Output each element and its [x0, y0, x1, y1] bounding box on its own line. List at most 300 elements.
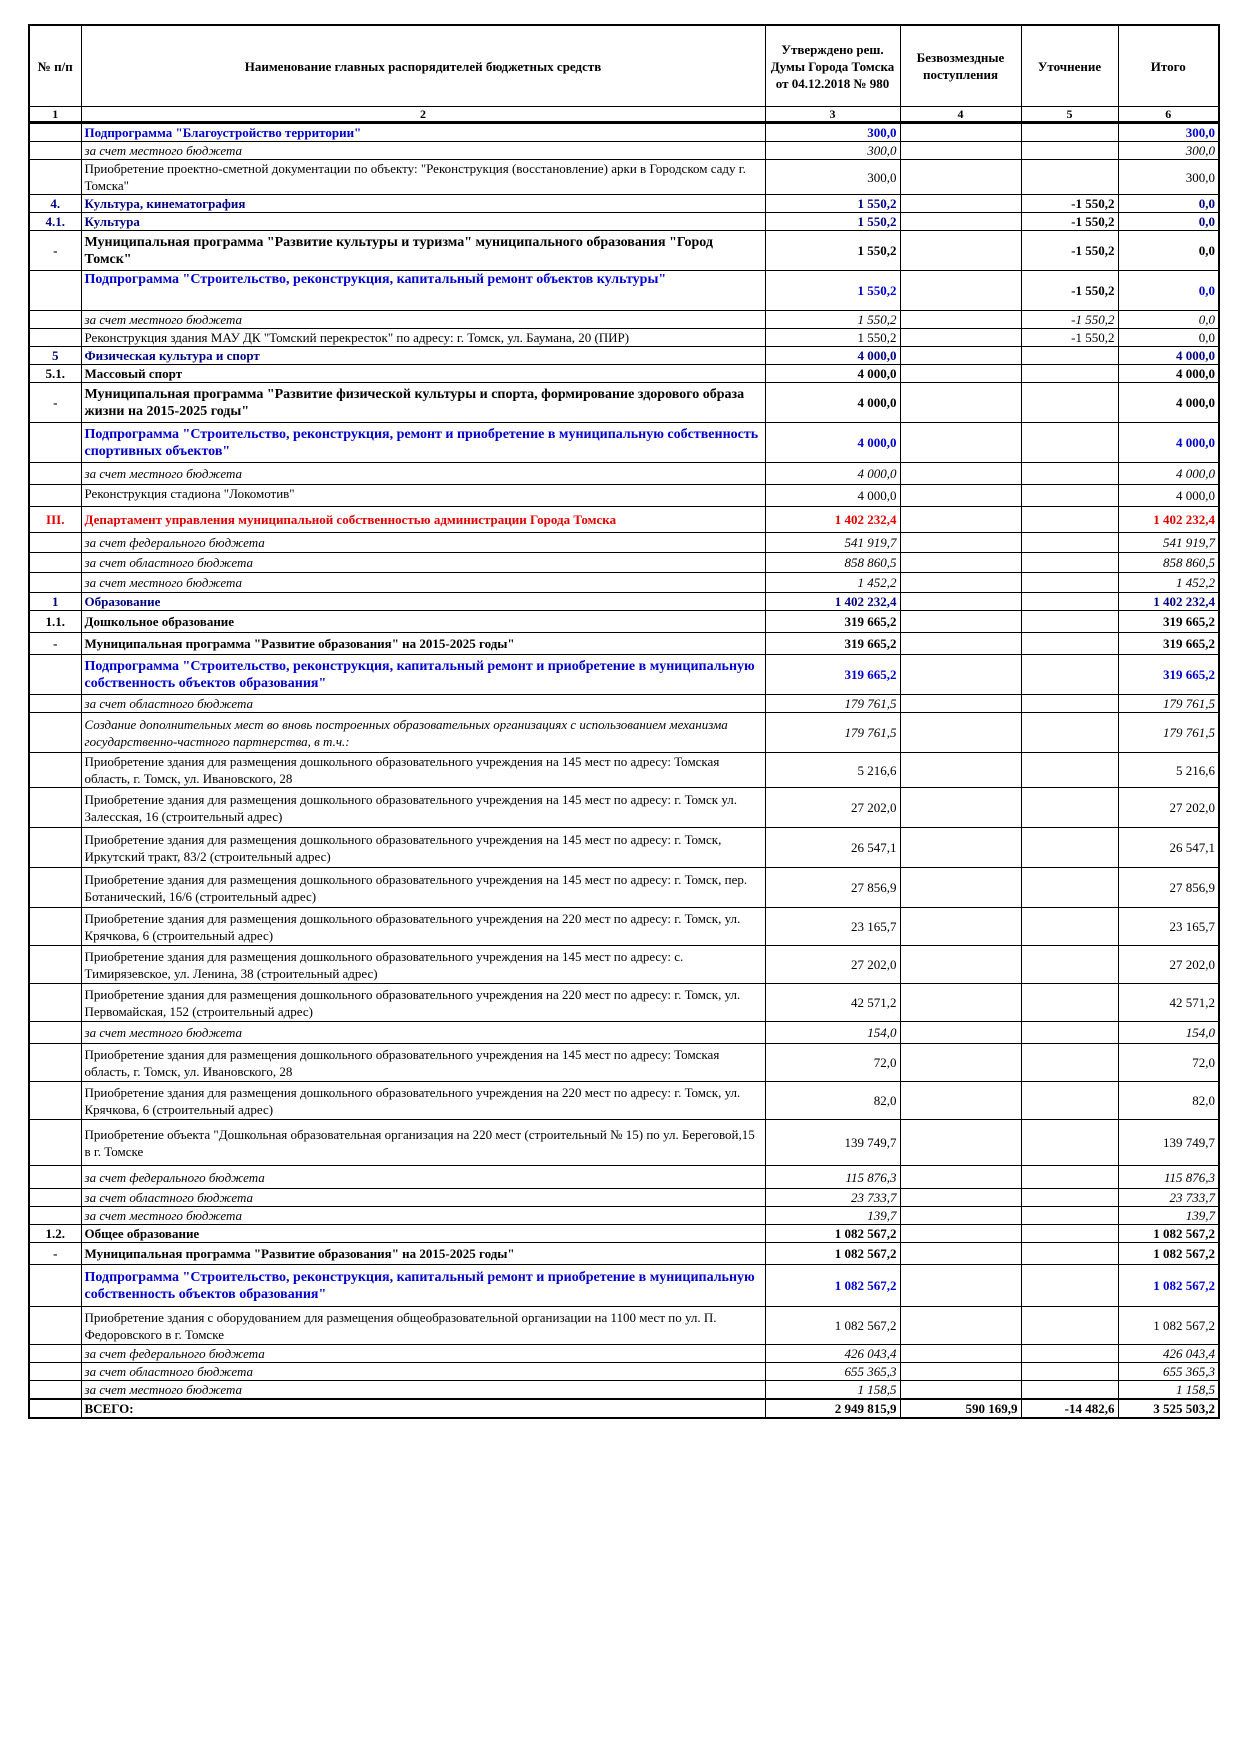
table-row [29, 533, 1219, 553]
row-name: Создание дополнительных мест во вновь построенных образовательных организациях с использованием механизма государственно-частного партнерства, в т.ч.: [81, 713, 765, 753]
row-grants [900, 868, 1021, 908]
row-adjustment [1021, 713, 1118, 753]
row-grants [900, 908, 1021, 946]
row-approved: 4 000,0 [765, 423, 900, 463]
row-approved: 4 000,0 [765, 365, 900, 383]
row-number [29, 1363, 81, 1381]
row-name: за счет местного бюджета [81, 311, 765, 329]
row-name: Приобретение здания для размещения дошкольного образовательного учреждения на 145 мест по адресу: с. Тимирязевское, ул. Ленина, 38 (строительный адрес) [81, 946, 765, 984]
row-adjustment [1021, 573, 1118, 593]
row-name: за счет местного бюджета [81, 1207, 765, 1225]
row-adjustment [1021, 123, 1118, 142]
row-name: Приобретение здания для размещения дошкольного образовательного учреждения на 220 мест по адресу: г. Томск, ул. Крячкова, 6 (строительный адрес) [81, 1082, 765, 1120]
row-adjustment [1021, 633, 1118, 655]
table-row [29, 329, 1219, 347]
row-name: Приобретение объекта "Дошкольная образовательная организация на 220 мест (строительный № 15) по ул. Береговой,15 в г. Томске [81, 1120, 765, 1166]
row-adjustment [1021, 788, 1118, 828]
row-adjustment [1021, 868, 1118, 908]
row-grants [900, 553, 1021, 573]
row-name: за счет областного бюджета [81, 553, 765, 573]
table-row [29, 463, 1219, 485]
row-approved: 42 571,2 [765, 984, 900, 1022]
row-grants [900, 1082, 1021, 1120]
table-row [29, 1307, 1219, 1345]
row-approved: 300,0 [765, 160, 900, 195]
row-approved: 319 665,2 [765, 611, 900, 633]
header-adjustment: Уточнение [1021, 25, 1118, 107]
row-approved: 4 000,0 [765, 463, 900, 485]
row-approved: 27 202,0 [765, 946, 900, 984]
header-colnum-5: 5 [1021, 107, 1118, 123]
row-approved: 139 749,7 [765, 1120, 900, 1166]
row-approved: 26 547,1 [765, 828, 900, 868]
table-row [29, 365, 1219, 383]
row-approved: 655 365,3 [765, 1363, 900, 1381]
row-name: Реконструкция здания МАУ ДК "Томский перекресток" по адресу: г. Томск, ул. Баумана, 20 (ПИР) [81, 329, 765, 347]
row-total: 319 665,2 [1118, 655, 1219, 695]
row-grants [900, 1022, 1021, 1044]
row-name: Муниципальная программа "Развитие физической культуры и спорта, формирование здорового образа жизни на 2015-2025 годы" [81, 383, 765, 423]
row-total: 23 165,7 [1118, 908, 1219, 946]
row-approved: 300,0 [765, 123, 900, 142]
row-grants [900, 1363, 1021, 1381]
row-number: - [29, 231, 81, 271]
row-grants [900, 160, 1021, 195]
table-header [29, 25, 1219, 123]
row-number: 4. [29, 195, 81, 213]
table-row [29, 485, 1219, 507]
row-total: 1 082 567,2 [1118, 1225, 1219, 1243]
row-name: Приобретение здания для размещения дошкольного образовательного учреждения на 145 мест по адресу: г. Томск, пер. Ботанический, 16/6 (строительный адрес) [81, 868, 765, 908]
table-row [29, 1189, 1219, 1207]
row-approved: 4 000,0 [765, 383, 900, 423]
table-row [29, 142, 1219, 160]
total-number [29, 1399, 81, 1418]
row-number: 4.1. [29, 213, 81, 231]
row-grants [900, 593, 1021, 611]
row-grants [900, 633, 1021, 655]
row-grants [900, 1243, 1021, 1265]
row-number: 5.1. [29, 365, 81, 383]
row-name: за счет федерального бюджета [81, 1345, 765, 1363]
row-number: - [29, 383, 81, 423]
row-number [29, 828, 81, 868]
row-total: 319 665,2 [1118, 633, 1219, 655]
total-approved: 2 949 815,9 [765, 1399, 900, 1418]
table-row [29, 1243, 1219, 1265]
row-approved: 4 000,0 [765, 485, 900, 507]
row-total: 27 856,9 [1118, 868, 1219, 908]
row-adjustment: -1 550,2 [1021, 213, 1118, 231]
row-total: 1 082 567,2 [1118, 1265, 1219, 1307]
budget-sheet [28, 24, 1218, 1419]
row-grants [900, 1381, 1021, 1400]
row-number [29, 142, 81, 160]
row-number [29, 463, 81, 485]
table-row [29, 1265, 1219, 1307]
row-total: 139 749,7 [1118, 1120, 1219, 1166]
row-name: за счет местного бюджета [81, 1381, 765, 1400]
row-name: за счет областного бюджета [81, 1189, 765, 1207]
row-total: 541 919,7 [1118, 533, 1219, 553]
row-adjustment [1021, 828, 1118, 868]
budget-table [28, 24, 1220, 1419]
row-approved: 139,7 [765, 1207, 900, 1225]
row-total: 42 571,2 [1118, 984, 1219, 1022]
row-grants [900, 753, 1021, 788]
row-total: 26 547,1 [1118, 828, 1219, 868]
total-sum: 3 525 503,2 [1118, 1399, 1219, 1418]
table-row [29, 1225, 1219, 1243]
row-total: 426 043,4 [1118, 1345, 1219, 1363]
row-number [29, 868, 81, 908]
row-name: за счет местного бюджета [81, 573, 765, 593]
row-number [29, 695, 81, 713]
table-row [29, 1022, 1219, 1044]
row-total: 27 202,0 [1118, 946, 1219, 984]
table-row [29, 123, 1219, 142]
row-name: Массовый спорт [81, 365, 765, 383]
total-adjustment: -14 482,6 [1021, 1399, 1118, 1418]
row-number [29, 655, 81, 695]
row-total: 0,0 [1118, 311, 1219, 329]
table-row [29, 213, 1219, 231]
row-total: 300,0 [1118, 142, 1219, 160]
table-row [29, 231, 1219, 271]
table-footer [29, 1399, 1219, 1418]
row-number [29, 553, 81, 573]
row-approved: 1 550,2 [765, 213, 900, 231]
row-adjustment [1021, 533, 1118, 553]
row-approved: 27 202,0 [765, 788, 900, 828]
row-name: Подпрограмма "Строительство, реконструкция, капитальный ремонт и приобретение в муниципальную собственность объектов образования" [81, 1265, 765, 1307]
row-approved: 179 761,5 [765, 695, 900, 713]
row-total: 858 860,5 [1118, 553, 1219, 573]
table-row [29, 1207, 1219, 1225]
row-approved: 541 919,7 [765, 533, 900, 553]
table-row [29, 593, 1219, 611]
row-number: 5 [29, 347, 81, 365]
row-name: Приобретение здания для размещения дошкольного образовательного учреждения на 145 мест по адресу: г. Томск, Иркутский тракт, 83/2 (строительный адрес) [81, 828, 765, 868]
row-number [29, 908, 81, 946]
row-total: 4 000,0 [1118, 347, 1219, 365]
row-name: Приобретение здания для размещения дошкольного образовательного учреждения на 145 мест по адресу: Томская область, г. Томск, ул. Ивановского, 28 [81, 753, 765, 788]
row-adjustment [1021, 1243, 1118, 1265]
table-row [29, 713, 1219, 753]
row-approved: 319 665,2 [765, 633, 900, 655]
row-grants [900, 423, 1021, 463]
row-number [29, 1022, 81, 1044]
row-adjustment [1021, 1120, 1118, 1166]
row-name: за счет областного бюджета [81, 1363, 765, 1381]
row-adjustment [1021, 160, 1118, 195]
row-number [29, 753, 81, 788]
row-adjustment [1021, 507, 1118, 533]
table-row [29, 1381, 1219, 1400]
row-total: 4 000,0 [1118, 423, 1219, 463]
row-name: Подпрограмма "Строительство, реконструкция, капитальный ремонт объектов культуры" [81, 271, 765, 311]
row-adjustment: -1 550,2 [1021, 271, 1118, 311]
row-approved: 27 856,9 [765, 868, 900, 908]
header-grants: Безвозмездные поступления [900, 25, 1021, 107]
row-grants [900, 347, 1021, 365]
row-approved: 1 082 567,2 [765, 1243, 900, 1265]
row-grants [900, 463, 1021, 485]
row-number [29, 485, 81, 507]
row-grants [900, 1044, 1021, 1082]
row-total: 0,0 [1118, 213, 1219, 231]
row-number [29, 1166, 81, 1189]
row-number [29, 271, 81, 311]
row-grants [900, 788, 1021, 828]
row-name: за счет местного бюджета [81, 463, 765, 485]
header-total: Итого [1118, 25, 1219, 107]
row-approved: 82,0 [765, 1082, 900, 1120]
row-grants [900, 695, 1021, 713]
row-total: 655 365,3 [1118, 1363, 1219, 1381]
table-row [29, 984, 1219, 1022]
table-row [29, 655, 1219, 695]
row-number: 1.2. [29, 1225, 81, 1243]
table-row [29, 1044, 1219, 1082]
table-row [29, 507, 1219, 533]
header-colnum-4: 4 [900, 107, 1021, 123]
row-name: Подпрограмма "Строительство, реконструкция, капитальный ремонт и приобретение в муниципальную собственность объектов образования" [81, 655, 765, 695]
row-grants [900, 533, 1021, 553]
row-name: Подпрограмма "Строительство, реконструкция, ремонт и приобретение в муниципальную собственность спортивных объектов" [81, 423, 765, 463]
row-name: Дошкольное образование [81, 611, 765, 633]
row-total: 4 000,0 [1118, 365, 1219, 383]
row-adjustment [1021, 908, 1118, 946]
row-adjustment: -1 550,2 [1021, 329, 1118, 347]
row-name: Приобретение проектно-сметной документации по объекту: "Реконструкция (восстановление) арки в Городском саду г. Томска" [81, 160, 765, 195]
table-row [29, 573, 1219, 593]
row-adjustment [1021, 142, 1118, 160]
table-row [29, 1166, 1219, 1189]
row-adjustment [1021, 946, 1118, 984]
row-total: 5 216,6 [1118, 753, 1219, 788]
row-adjustment [1021, 695, 1118, 713]
table-row [29, 195, 1219, 213]
total-grants: 590 169,9 [900, 1399, 1021, 1418]
header-colnum-6: 6 [1118, 107, 1219, 123]
row-number: 1 [29, 593, 81, 611]
row-adjustment [1021, 1044, 1118, 1082]
row-total: 139,7 [1118, 1207, 1219, 1225]
row-adjustment [1021, 1207, 1118, 1225]
row-total: 27 202,0 [1118, 788, 1219, 828]
header-colnum-1: 1 [29, 107, 81, 123]
row-number: - [29, 633, 81, 655]
row-total: 72,0 [1118, 1044, 1219, 1082]
row-total: 0,0 [1118, 195, 1219, 213]
row-number [29, 423, 81, 463]
row-total: 1 452,2 [1118, 573, 1219, 593]
row-grants [900, 1345, 1021, 1363]
row-adjustment: -1 550,2 [1021, 311, 1118, 329]
row-total: 4 000,0 [1118, 383, 1219, 423]
row-adjustment [1021, 485, 1118, 507]
row-grants [900, 142, 1021, 160]
header-approved: Утверждено реш. Думы Города Томска от 04.12.2018 № 980 [765, 25, 900, 107]
header-colnum-2: 2 [81, 107, 765, 123]
table-row [29, 788, 1219, 828]
row-approved: 1 550,2 [765, 231, 900, 271]
row-approved: 1 452,2 [765, 573, 900, 593]
row-approved: 300,0 [765, 142, 900, 160]
row-name: Приобретение здания с оборудованием для размещения общеобразовательной организации на 1100 мест по ул. П. Федоровского в г. Томске [81, 1307, 765, 1345]
row-grants [900, 1307, 1021, 1345]
row-adjustment [1021, 1189, 1118, 1207]
table-row [29, 553, 1219, 573]
row-grants [900, 1207, 1021, 1225]
row-approved: 1 158,5 [765, 1381, 900, 1400]
row-adjustment [1021, 984, 1118, 1022]
row-grants [900, 485, 1021, 507]
row-total: 1 082 567,2 [1118, 1243, 1219, 1265]
row-name: Приобретение здания для размещения дошкольного образовательного учреждения на 145 мест по адресу: Томская область, г. Томск, ул. Ивановского, 28 [81, 1044, 765, 1082]
row-approved: 1 082 567,2 [765, 1265, 900, 1307]
row-adjustment [1021, 1381, 1118, 1400]
row-approved: 72,0 [765, 1044, 900, 1082]
row-grants [900, 1265, 1021, 1307]
row-grants [900, 655, 1021, 695]
row-number [29, 573, 81, 593]
row-number [29, 1120, 81, 1166]
row-name: за счет местного бюджета [81, 142, 765, 160]
row-approved: 179 761,5 [765, 713, 900, 753]
row-approved: 4 000,0 [765, 347, 900, 365]
row-approved: 426 043,4 [765, 1345, 900, 1363]
row-name: Муниципальная программа "Развитие культуры и туризма" муниципального образования "Город Томск" [81, 231, 765, 271]
row-approved: 1 402 232,4 [765, 507, 900, 533]
table-row [29, 347, 1219, 365]
row-number [29, 713, 81, 753]
row-adjustment [1021, 347, 1118, 365]
row-total: 319 665,2 [1118, 611, 1219, 633]
total-label: ВСЕГО: [81, 1399, 765, 1418]
row-grants [900, 1189, 1021, 1207]
row-number: - [29, 1243, 81, 1265]
row-grants [900, 611, 1021, 633]
row-grants [900, 213, 1021, 231]
row-adjustment [1021, 593, 1118, 611]
row-adjustment [1021, 1225, 1118, 1243]
row-grants [900, 383, 1021, 423]
row-number [29, 1381, 81, 1400]
row-name: за счет местного бюджета [81, 1022, 765, 1044]
row-adjustment: -1 550,2 [1021, 195, 1118, 213]
row-approved: 115 876,3 [765, 1166, 900, 1189]
row-grants [900, 1166, 1021, 1189]
row-adjustment [1021, 1166, 1118, 1189]
row-name: Образование [81, 593, 765, 611]
row-number [29, 311, 81, 329]
row-number [29, 1189, 81, 1207]
table-row [29, 311, 1219, 329]
row-number [29, 160, 81, 195]
row-number [29, 329, 81, 347]
row-total: 4 000,0 [1118, 485, 1219, 507]
table-row [29, 423, 1219, 463]
table-row [29, 868, 1219, 908]
row-grants [900, 828, 1021, 868]
row-grants [900, 271, 1021, 311]
row-approved: 1 550,2 [765, 329, 900, 347]
row-number [29, 1265, 81, 1307]
table-row [29, 908, 1219, 946]
row-total: 300,0 [1118, 160, 1219, 195]
row-total: 1 082 567,2 [1118, 1307, 1219, 1345]
row-approved: 858 860,5 [765, 553, 900, 573]
row-grants [900, 195, 1021, 213]
row-name: за счет федерального бюджета [81, 533, 765, 553]
row-name: Приобретение здания для размещения дошкольного образовательного учреждения на 145 мест по адресу: г. Томск ул. Залесская, 16 (строительный адрес) [81, 788, 765, 828]
row-grants [900, 984, 1021, 1022]
row-approved: 1 550,2 [765, 271, 900, 311]
table-row [29, 271, 1219, 311]
row-grants [900, 573, 1021, 593]
row-approved: 1 550,2 [765, 311, 900, 329]
row-number [29, 984, 81, 1022]
row-grants [900, 1225, 1021, 1243]
table-row [29, 633, 1219, 655]
row-grants [900, 946, 1021, 984]
row-approved: 5 216,6 [765, 753, 900, 788]
table-row [29, 383, 1219, 423]
row-total: 23 733,7 [1118, 1189, 1219, 1207]
row-total: 179 761,5 [1118, 695, 1219, 713]
row-grants [900, 1120, 1021, 1166]
row-approved: 1 082 567,2 [765, 1225, 900, 1243]
row-total: 0,0 [1118, 271, 1219, 311]
table-row [29, 828, 1219, 868]
row-approved: 1 550,2 [765, 195, 900, 213]
row-number [29, 946, 81, 984]
row-approved: 23 165,7 [765, 908, 900, 946]
row-approved: 1 402 232,4 [765, 593, 900, 611]
row-number [29, 533, 81, 553]
table-row [29, 1363, 1219, 1381]
row-total: 1 158,5 [1118, 1381, 1219, 1400]
row-name: Общее образование [81, 1225, 765, 1243]
row-name: Приобретение здания для размещения дошкольного образовательного учреждения на 220 мест по адресу: г. Томск, ул. Первомайская, 152 (строительный адрес) [81, 984, 765, 1022]
row-name: Приобретение здания для размещения дошкольного образовательного учреждения на 220 мест по адресу: г. Томск, ул. Крячкова, 6 (строительный адрес) [81, 908, 765, 946]
row-total: 154,0 [1118, 1022, 1219, 1044]
row-grants [900, 329, 1021, 347]
row-total: 1 402 232,4 [1118, 507, 1219, 533]
table-row [29, 753, 1219, 788]
row-number [29, 788, 81, 828]
row-grants [900, 507, 1021, 533]
header-colnum-3: 3 [765, 107, 900, 123]
table-row [29, 160, 1219, 195]
row-name: Подпрограмма "Благоустройство территории" [81, 123, 765, 142]
row-number [29, 1345, 81, 1363]
table-row [29, 695, 1219, 713]
row-total: 82,0 [1118, 1082, 1219, 1120]
row-total: 300,0 [1118, 123, 1219, 142]
row-name: Департамент управления муниципальной собственностью администрации Города Томска [81, 507, 765, 533]
row-adjustment [1021, 383, 1118, 423]
row-approved: 23 733,7 [765, 1189, 900, 1207]
row-total: 4 000,0 [1118, 463, 1219, 485]
row-adjustment [1021, 753, 1118, 788]
header-name: Наименование главных распорядителей бюджетных средств [81, 25, 765, 107]
row-number [29, 1207, 81, 1225]
row-adjustment [1021, 1363, 1118, 1381]
row-number [29, 1082, 81, 1120]
